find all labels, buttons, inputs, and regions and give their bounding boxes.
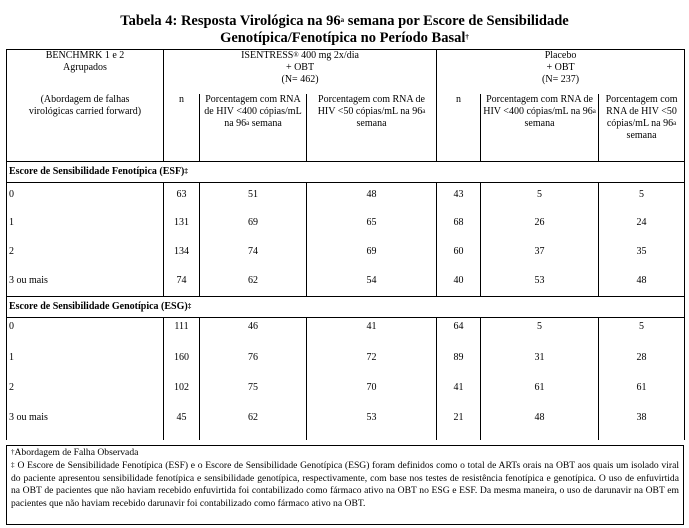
cell-n-isentress: 111 <box>164 318 200 346</box>
header-benchmrk: BENCHMRK 1 e 2 Agrupados <box>7 50 164 94</box>
header-abordagem: (Abordagem de falhas virológicas carried forward) <box>7 94 164 162</box>
isentress-n: (N= 462) <box>281 74 319 85</box>
cell-400-placebo: 37 <box>481 240 599 269</box>
footnote-2-text: O Escore de Sensibilidade Fenotípica (ESF) e o Escore de Sensibilidade Genotípica (ESG) foram definidos como o total de ARTs orais na OBT aos quais um isolado viral do paciente apresentou sensibilidade fenotípica e sensibilidade genotípica, respectivamente, com base nos testes de resistência fenotípica e genotípica. O uso de enfuvirtida na OBT de pacientes que não haviam recebido enfuvirtida foi contabilizado como fármaco ativo na OBT no ESG e ESF. Da mesma maneira, o uso de darunavir na OBT em pacientes que não haviam recebido darunavir foi contabilizado como fármaco ativo na OBT. <box>11 459 679 510</box>
header-isentress <box>164 50 437 94</box>
placebo-obt: + OBT <box>546 62 575 73</box>
cell-400-isentress: 75 <box>200 376 307 406</box>
cell-n-placebo: 40 <box>437 269 481 297</box>
cell-50-placebo: 48 <box>599 269 685 297</box>
section-esf <box>7 162 685 183</box>
placebo-name: Placebo <box>544 50 577 61</box>
cell-n-placebo: 21 <box>437 406 481 440</box>
section-esf-label: Escore de Sensibilidade Fenotípica (ESF)‡ <box>7 162 685 183</box>
table-row <box>7 240 685 269</box>
cell-n-isentress: 134 <box>164 240 200 269</box>
footnote-1-text: Abordagem de Falha Observada <box>14 447 139 458</box>
table-title <box>0 13 689 47</box>
header-row-groups <box>7 50 685 94</box>
cell-400-isentress: 62 <box>200 269 307 297</box>
cell-50-placebo: 61 <box>599 376 685 406</box>
cell-400-placebo: 53 <box>481 269 599 297</box>
cell-400-isentress: 46 <box>200 318 307 346</box>
col-header-400-placebo: Porcentagem com RNA de HIV <400 cópias/mL na 96$^a$ semana <box>481 94 599 162</box>
isentress-obt: + OBT <box>285 62 315 73</box>
section-esg-label: Escore de Sensibilidade Genotípica (ESG)‡ <box>7 297 685 318</box>
cell-400-placebo: 61 <box>481 376 599 406</box>
table-row <box>7 183 685 211</box>
cell-400-isentress: 74 <box>200 240 307 269</box>
cell-n-placebo: 41 <box>437 376 481 406</box>
cell-n-isentress: 160 <box>164 346 200 376</box>
cell-400-placebo: 26 <box>481 211 599 240</box>
col-header-n-placebo: n <box>437 94 481 162</box>
cell-50-isentress: 54 <box>307 269 437 297</box>
table-row <box>7 269 685 297</box>
row-score: 0 <box>7 183 164 211</box>
header-row-columns <box>7 94 685 162</box>
cell-50-placebo: 5 <box>599 318 685 346</box>
row-score: 2 <box>7 376 164 406</box>
row-score: 1 <box>7 346 164 376</box>
cell-400-placebo: 31 <box>481 346 599 376</box>
table-row <box>7 376 685 406</box>
col-header-400-isentress: Porcentagem com RNA de HIV <400 cópias/mL na 96$^a$ semana <box>200 94 307 162</box>
row-score: 3 ou mais <box>7 269 164 297</box>
cell-50-isentress: 70 <box>307 376 437 406</box>
title-line-2 <box>0 30 689 47</box>
cell-50-isentress: 69 <box>307 240 437 269</box>
row-score: 3 ou mais <box>7 406 164 440</box>
cell-50-placebo: 24 <box>599 211 685 240</box>
cell-400-isentress: 62 <box>200 406 307 440</box>
row-score: 2 <box>7 240 164 269</box>
cell-400-placebo: 5 <box>481 183 599 211</box>
title-sup-dagger: † <box>465 33 469 41</box>
cell-50-isentress: 53 <box>307 406 437 440</box>
cell-n-placebo: 89 <box>437 346 481 376</box>
footnote-1 <box>11 447 679 460</box>
row-score: 1 <box>7 211 164 240</box>
isentress-dose: 400 mg 2x/dia <box>298 50 359 61</box>
cell-50-placebo: 5 <box>599 183 685 211</box>
col-header-50-placebo: Porcentagem com RNA de HIV <50 cópias/mL na 96$^a$ semana <box>599 94 685 162</box>
placebo-n: (N= 237) <box>542 74 580 85</box>
footnotes <box>6 445 684 525</box>
header-placebo <box>437 50 685 94</box>
cell-50-isentress: 72 <box>307 346 437 376</box>
isentress-sup: ® <box>293 51 299 59</box>
cell-n-isentress: 74 <box>164 269 200 297</box>
cell-n-placebo: 60 <box>437 240 481 269</box>
cell-n-placebo: 64 <box>437 318 481 346</box>
title-text-a: Tabela 4: Resposta Virológica na 96 <box>120 13 341 29</box>
cell-n-isentress: 102 <box>164 376 200 406</box>
table-row <box>7 211 685 240</box>
response-table <box>6 49 685 440</box>
cell-n-placebo: 68 <box>437 211 481 240</box>
title-sup: a <box>340 16 345 24</box>
cell-400-placebo: 5 <box>481 318 599 346</box>
cell-50-placebo: 28 <box>599 346 685 376</box>
cell-50-placebo: 35 <box>599 240 685 269</box>
cell-n-isentress: 45 <box>164 406 200 440</box>
isentress-name: ISENTRESS <box>241 50 294 61</box>
table-row <box>7 346 685 376</box>
cell-50-placebo: 38 <box>599 406 685 440</box>
cell-400-placebo: 48 <box>481 406 599 440</box>
title-text-c: Genotípica/Fenotípica no Período Basal <box>220 30 466 46</box>
cell-400-isentress: 69 <box>200 211 307 240</box>
footnote-ddagger: ‡ <box>11 460 15 469</box>
title-line-1 <box>0 13 689 30</box>
cell-n-isentress: 63 <box>164 183 200 211</box>
section-esg <box>7 297 685 318</box>
table-row <box>7 318 685 346</box>
cell-50-isentress: 48 <box>307 183 437 211</box>
cell-n-placebo: 43 <box>437 183 481 211</box>
footnote-2 <box>11 460 679 511</box>
footnote-dagger: † <box>11 448 15 456</box>
cell-50-isentress: 41 <box>307 318 437 346</box>
cell-400-isentress: 76 <box>200 346 307 376</box>
cell-400-isentress: 51 <box>200 183 307 211</box>
col-header-n-isentress: n <box>164 94 200 162</box>
cell-50-isentress: 65 <box>307 211 437 240</box>
col-header-50-isentress: Porcentagem com RNA de HIV <50 cópias/mL na 96$^a$ semana <box>307 94 437 162</box>
row-score: 0 <box>7 318 164 346</box>
title-text-b: semana por Escore de Sensibilidade <box>344 13 569 29</box>
cell-n-isentress: 131 <box>164 211 200 240</box>
table-row <box>7 406 685 440</box>
